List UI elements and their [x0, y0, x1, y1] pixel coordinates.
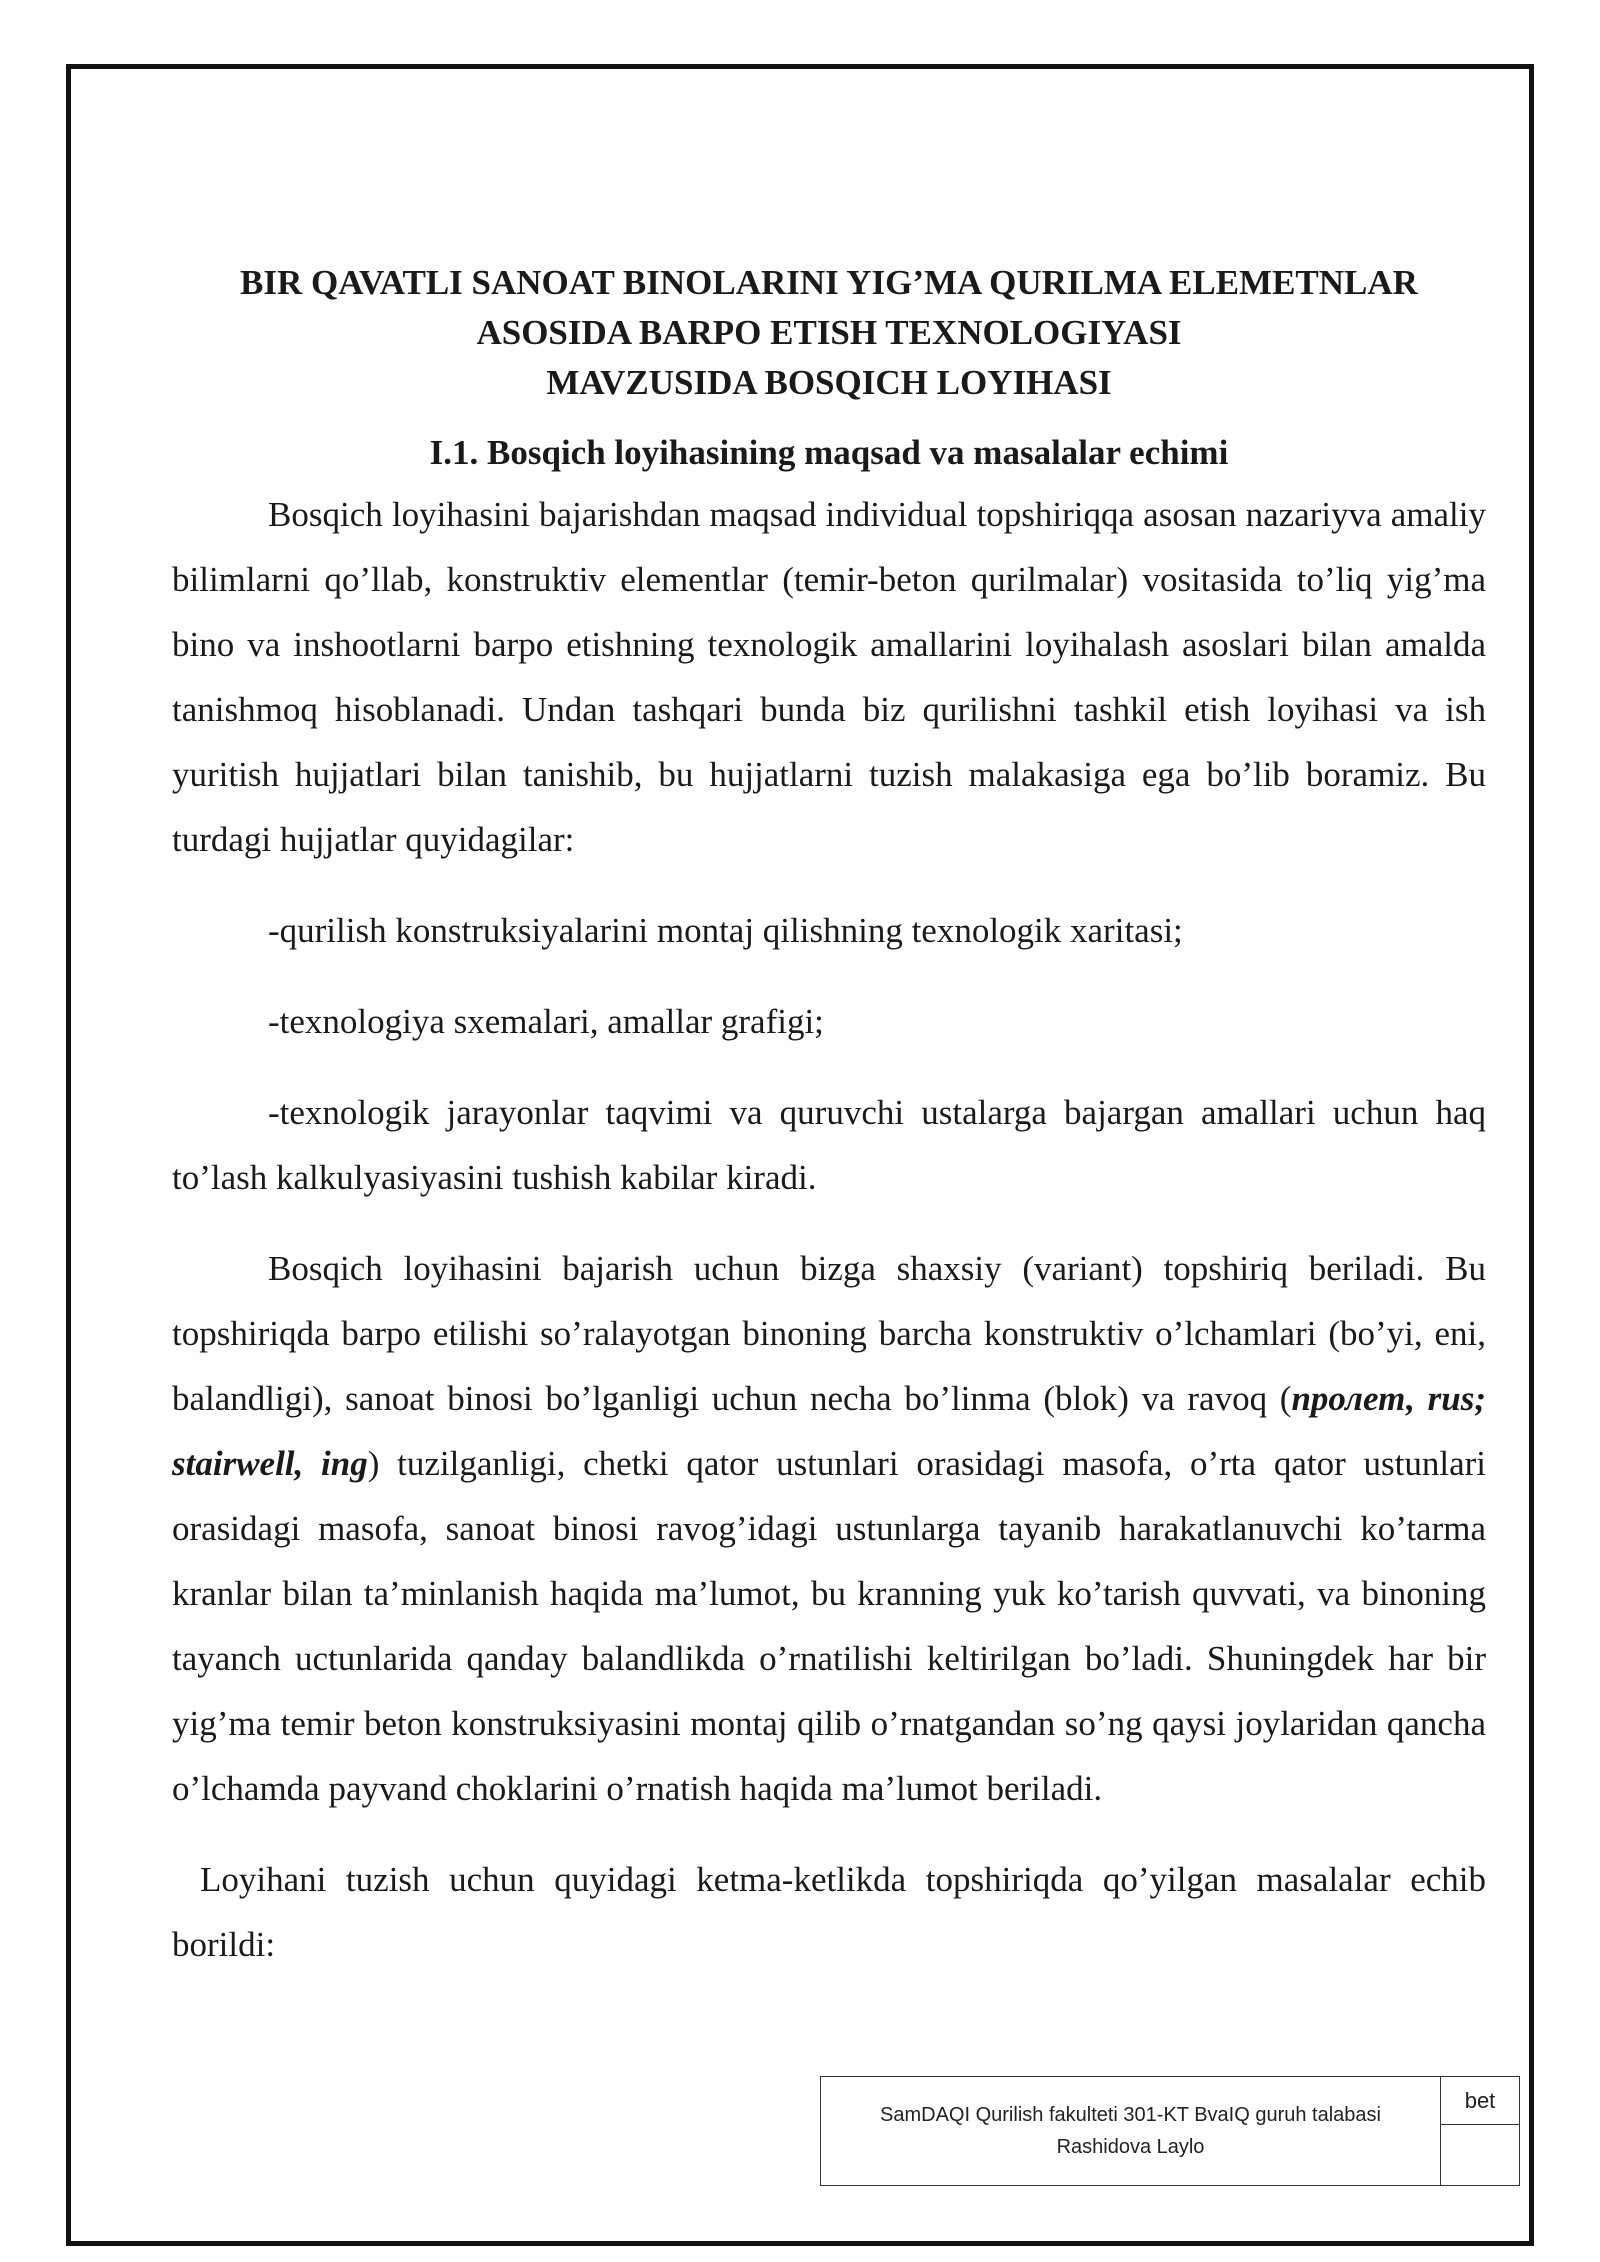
paragraph-2-start: Bosqich loyihasini bajarish uchun bizga shaxsiy (variant) topshiriq beriladi. Bu topshiriqda barpo etilishi so’ralayotgan binoning barcha konstruktiv o’lchamlari (bo’yi, eni, balandligi), sanoat binosi bo’lganligi uchun necha bo’linma (blok) va ravoq (: [172, 1249, 1486, 1418]
section-heading: I.1. Bosqich loyihasining maqsad va masalalar echimi: [429, 433, 1229, 472]
page-label: bet: [1441, 2077, 1519, 2125]
page-number-cell: [1441, 2125, 1519, 2185]
title-block-line-2: Rashidova Laylo: [1056, 2136, 1205, 2158]
paragraph-2-end: ) tuzilganligi, chetki qator ustunlari orasidagi masofa, o’rta qator ustunlari orasidagi masofa, sanoat binosi ravog’idagi ustunlarga tayanib harakatlanuvchi ko’tarma kranlar bilan ta’minlanish haqida ma’lumot, bu kranning yuk ko’tarish quvvati, va binoning tayanch uctunlarida qanday balandlikda o’rnatilishi keltirilgan bo’ladi. Shuningdek har bir yig’ma temir beton konstruksiyasini montaj qilib o’rnatgandan so’ng qaysi joylaridan qancha o’lchamda payvand choklarini o’rnatish haqida ma’lumot beriladi.: [172, 1444, 1486, 1808]
title-block-line-1: SamDAQI Qurilish fakulteti 301-KT BvaIQ guruh talabasi: [880, 2104, 1381, 2126]
list-item-1: -qurilish konstruksiyalarini montaj qilishning texnologik xaritasi;: [268, 911, 1183, 950]
paragraph-2: [172, 1236, 1486, 1821]
document-body: [172, 258, 1486, 1977]
title-line-2: ASOSIDA BARPO ETISH TEXNOLOGIYASI: [476, 313, 1182, 352]
title-line-3: MAVZUSIDA BOSQICH LOYIHASI: [546, 363, 1112, 402]
paragraph-3: Loyihani tuzish uchun quyidagi ketma-ketlikda topshiriqda qo’yilgan masalalar echib borildi:: [172, 1860, 1486, 1964]
document-title: [172, 258, 1486, 408]
title-block-page-cell: [1441, 2077, 1519, 2185]
paragraph-1: Bosqich loyihasini bajarishdan maqsad individual topshiriqqa asosan nazariyva amaliy bilimlarni qo’llab, konstruktiv elementlar (temir-beton qurilmalar) vositasida to’liq yig’ma bino va inshootlarni barpo etishning texnologik amallarini loyihalash asoslari bilan amalda tanishmoq hisoblanadi. Undan tashqari bunda biz qurilishni tashkil etish loyihasi va ish yuritish hujjatlari bilan tanishib, bu hujjatlarni tuzish malakasiga ega bo’lib boramiz. Bu turdagi hujjatlar quyidagilar:: [172, 495, 1486, 859]
paragraph-2-emphasis: пролет, rus; stairwell, ing: [172, 1379, 1486, 1483]
title-block: [820, 2076, 1520, 2186]
title-line-1: BIR QAVATLI SANOAT BINOLARINI YIG’MA QURILMA ELEMETNLAR: [240, 263, 1418, 302]
list-item-2: -texnologiya sxemalari, amallar grafigi;: [268, 1002, 824, 1041]
title-block-info: [821, 2077, 1441, 2185]
list-item-3: -texnologik jarayonlar taqvimi va quruvchi ustalarga bajargan amallari uchun haq to’lash kalkulyasiyasini tushish kabilar kiradi.: [172, 1093, 1486, 1197]
